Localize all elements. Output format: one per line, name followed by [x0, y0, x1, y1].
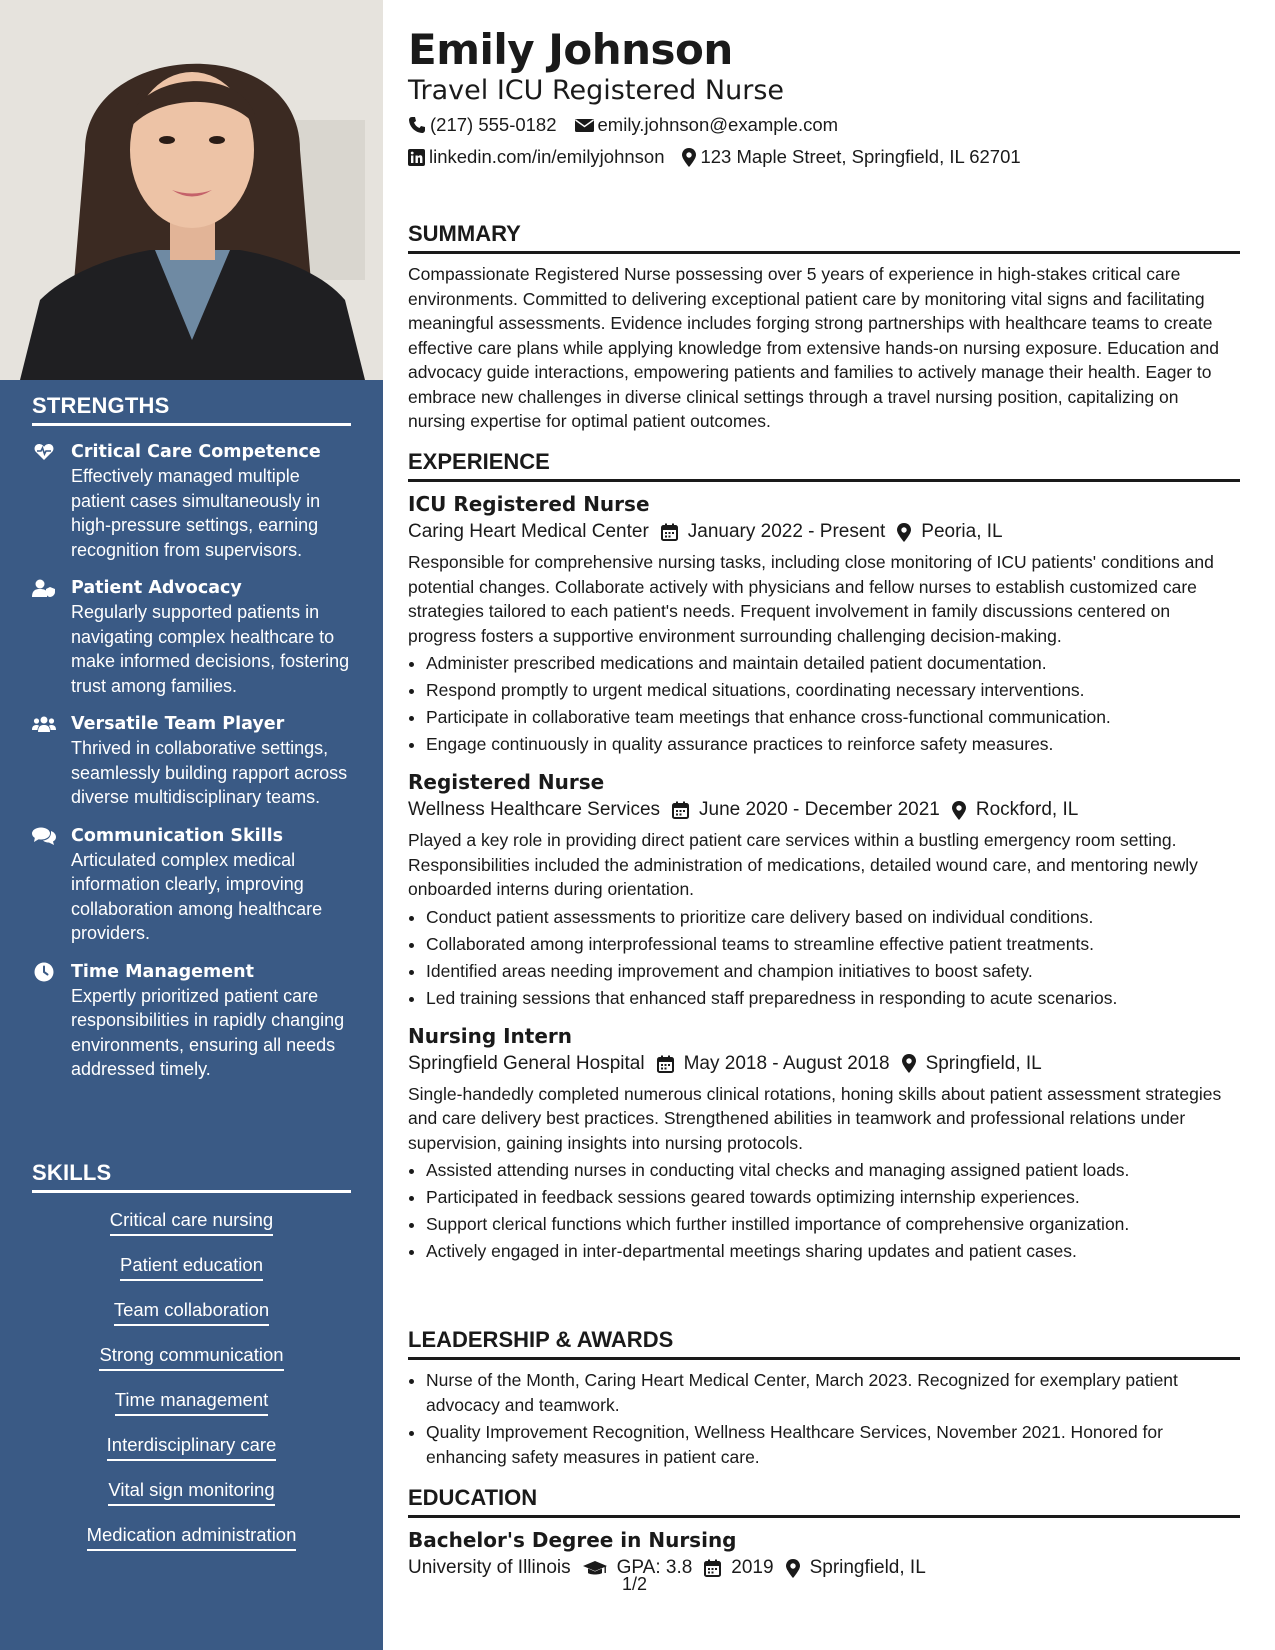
profile-photo [0, 0, 383, 380]
award-item: • Quality Improvement Recognition, Wellness Healthcare Services, November 2021. Honored for enhancing safety measures in patient care. [426, 1420, 1240, 1469]
job-location: Rockford, IL [975, 799, 1079, 820]
strength-title: Patient Advocacy [71, 578, 242, 598]
job-bullet: • Participate in collaborative team meetings that enhance cross-functional communication. [426, 704, 1240, 731]
strength-item [32, 824, 351, 946]
job-dates: May 2018 - August 2018 [683, 1052, 890, 1074]
phone-icon [408, 116, 426, 134]
job-title: Nursing Intern [408, 1023, 573, 1048]
skill-item: Patient education [120, 1252, 263, 1281]
phone-text: (217) 555-0182 [430, 114, 557, 135]
education-meta [408, 1554, 1240, 1582]
strengths-section [32, 393, 351, 1082]
job-bullets [408, 650, 1240, 758]
calendar-icon [704, 1559, 721, 1577]
awards-list [408, 1368, 1240, 1469]
job-location: Peoria, IL [921, 521, 1003, 542]
job-bullets [408, 1157, 1240, 1265]
envelope-icon [575, 118, 594, 133]
linkedin-icon [408, 149, 425, 166]
job-bullet: • Participated in feedback sessions geared towards optimizing internship experiences. [426, 1184, 1240, 1211]
strength-item [32, 960, 351, 1082]
strength-title: Versatile Team Player [71, 714, 285, 734]
strength-desc: Effectively managed multiple patient cases simultaneously in high-pressure settings, earning recognition from supervisors. [71, 466, 321, 560]
gpa-text: GPA: 3.8 [616, 1557, 693, 1578]
job-meta [408, 796, 1240, 824]
strength-title: Critical Care Competence [71, 442, 321, 462]
calendar-icon [657, 1055, 674, 1073]
job-bullet: • Respond promptly to urgent medical situations, coordinating necessary interventions. [426, 677, 1240, 704]
job-bullet: • Support clerical functions which further instilled importance of comprehensive organization. [426, 1211, 1240, 1238]
job-dates: January 2022 - Present [687, 521, 886, 542]
calendar-icon [672, 801, 689, 819]
summary-text: Compassionate Registered Nurse possessing over 5 years of experience in high-stakes critical care environments. Committed to delivering exceptional patient care by monitoring vital signs and facilitating meaningful assessments. Evidence includes forging strong partnerships with healthcare teams to create effective care plans while applying knowledge from extensive hands-on nursing exposure. Education and advocacy guide interactions, empowering patients and families to actively manage their health. Eager to embrace new challenges in diverse clinical settings through a travel nursing position, capitalizing on nursing expertise for optimal patient outcomes. [408, 264, 1220, 431]
strength-title: Communication Skills [71, 825, 284, 846]
job-entry [408, 768, 1240, 1012]
skills-list [32, 1199, 351, 1559]
strength-desc: Expertly prioritized patient care responsibilities in rapidly changing environments, ensuring all needs addressed timely. [71, 985, 345, 1079]
skill-item: Interdisciplinary care [107, 1432, 277, 1461]
skills-section [32, 1160, 351, 1559]
job-entry [408, 490, 1240, 758]
candidate-title: Travel ICU Registered Nurse [408, 75, 784, 106]
school-name: University of Illinois [408, 1557, 571, 1578]
award-item: • Nurse of the Month, Caring Heart Medical Center, March 2023. Recognized for exemplary patient advocacy and teamwork. [426, 1368, 1240, 1417]
strength-desc: Regularly supported patients in navigating complex healthcare to make informed decisions, fostering trust among families. [71, 602, 350, 696]
user-shield-icon [32, 577, 56, 599]
skill-item: Time management [115, 1387, 269, 1416]
skill-item: Team collaboration [114, 1297, 269, 1326]
strength-desc: Articulated complex medical information clearly, improving collaboration among healthcare providers. [71, 849, 323, 943]
job-dates: June 2020 - December 2021 [699, 799, 940, 820]
map-marker-icon [786, 1559, 800, 1578]
education-section [408, 1485, 1240, 1582]
job-company: Caring Heart Medical Center [408, 521, 649, 542]
address-text: 123 Maple Street, Springfield, IL 62701 [700, 146, 1021, 167]
graduation-year: 2019 [731, 1557, 774, 1578]
skill-item: Medication administration [87, 1522, 297, 1551]
sidebar [0, 0, 383, 1650]
strength-item [32, 440, 351, 562]
skill-item: Strong communication [99, 1342, 283, 1371]
job-meta [408, 518, 1240, 546]
job-entry [408, 1022, 1240, 1266]
strengths-heading: STRENGTHS [32, 393, 351, 426]
awards-heading: LEADERSHIP & AWARDS [408, 1327, 1240, 1360]
graduation-cap-icon [583, 1560, 607, 1577]
job-company: Wellness Healthcare Services [408, 799, 661, 820]
education-heading: EDUCATION [408, 1485, 1240, 1518]
skill-item: Critical care nursing [110, 1207, 273, 1236]
linkedin-link[interactable]: linkedin.com/in/emilyjohnson [429, 146, 665, 167]
strength-title: Time Management [71, 961, 254, 982]
job-title: Registered Nurse [408, 770, 605, 794]
strength-desc: Thrived in collaborative settings, seamlessly building rapport across diverse multidisciplinary teams. [71, 738, 348, 807]
contact-row-2 [408, 144, 1039, 170]
candidate-name: Emily Johnson [408, 25, 733, 74]
job-company: Springfield General Hospital [408, 1052, 645, 1074]
job-bullet: • Administer prescribed medications and maintain detailed patient documentation. [426, 650, 1240, 677]
job-location: Springfield, IL [925, 1052, 1042, 1074]
email-link[interactable]: emily.johnson@example.com [597, 114, 839, 135]
calendar-icon [661, 523, 678, 541]
job-description: Played a key role in providing direct patient care services within a bustling emergency room setting. Responsibilities included the administration of medications, detailed wound care, and mentoring newly onboarded interns during orientation. [408, 830, 1198, 899]
job-bullet: • Assisted attending nurses in conducting vital checks and managing assigned patient loads. [426, 1157, 1240, 1184]
job-bullet: • Conduct patient assessments to prioritize care delivery based on individual conditions. [426, 904, 1240, 931]
contact-row [408, 112, 856, 138]
job-bullet: • Actively engaged in inter-departmental meetings sharing updates and patient cases. [426, 1238, 1240, 1265]
map-marker-icon [897, 523, 911, 542]
awards-section [408, 1327, 1240, 1469]
job-bullet: • Led training sessions that enhanced staff preparedness in responding to acute scenarios. [426, 985, 1240, 1012]
skills-heading: SKILLS [32, 1160, 351, 1193]
clock-icon [32, 961, 56, 983]
summary-section [408, 221, 1240, 434]
skill-item: Vital sign monitoring [108, 1477, 274, 1506]
users-icon [32, 713, 56, 735]
experience-section [408, 449, 1240, 1265]
job-title: ICU Registered Nurse [408, 492, 650, 516]
school-location: Springfield, IL [809, 1557, 926, 1578]
job-description: Single-handedly completed numerous clinical rotations, honing skills about patient assessment strategies and care delivery best practices. Strengthened abilities in teamwork and professional relations under supervision, gaining insights into nursing protocols. [408, 1083, 1222, 1153]
experience-heading: EXPERIENCE [408, 449, 1240, 482]
page-number: 1/2 [622, 1574, 648, 1594]
strength-item [32, 712, 351, 810]
strength-item [32, 576, 351, 698]
summary-heading: SUMMARY [408, 221, 1240, 254]
degree-title: Bachelor's Degree in Nursing [408, 1528, 737, 1552]
job-bullet: • Collaborated among interprofessional teams to streamline effective patient treatments. [426, 931, 1240, 958]
job-meta [408, 1050, 1240, 1078]
map-marker-icon [902, 1054, 916, 1073]
job-bullet: • Identified areas needing improvement and champion initiatives to boost safety. [426, 958, 1240, 985]
map-marker-icon [952, 801, 966, 820]
heart-pulse-icon [32, 441, 56, 463]
job-bullets [408, 904, 1240, 1012]
job-bullet: • Engage continuously in quality assurance practices to reinforce safety measures. [426, 731, 1240, 758]
comments-icon [32, 825, 56, 847]
map-marker-icon [682, 148, 696, 167]
job-description: Responsible for comprehensive nursing tasks, including close monitoring of ICU patients' conditions and potential changes. Collaborate actively with physicians and fellow nurses to establish customized care strategies tailored to each patient's needs. Frequent involvement in family discussions centered on progress fosters a supportive environment surrounding challenging decision-making. [408, 552, 1214, 646]
